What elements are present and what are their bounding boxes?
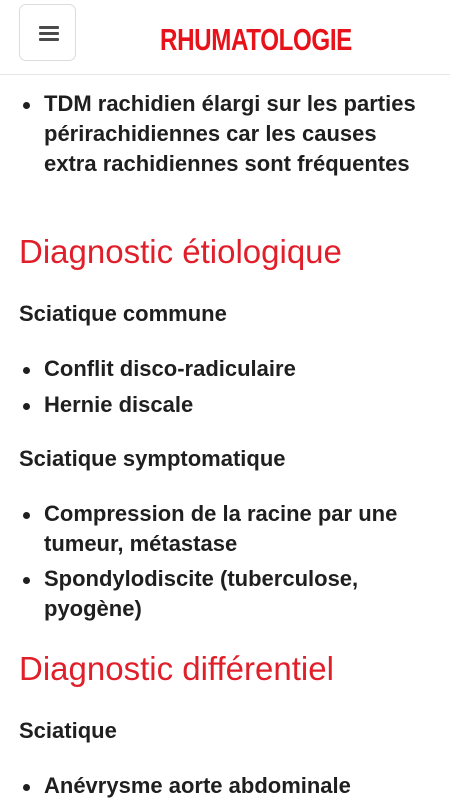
subheading-sciatique-symptomatique: Sciatique symptomatique xyxy=(19,446,286,471)
list-item: Hernie discale xyxy=(0,390,450,420)
top-app-bar xyxy=(0,0,450,75)
list-item: Anévrysme aorte abdominale xyxy=(0,771,450,801)
list-item: TDM rachidien élargi sur les parties périrachidiennes car les causes extra rachidiennes sont fréquentes xyxy=(0,89,450,179)
intro-list xyxy=(0,89,450,179)
section-heading-differentiel: Diagnostic différentiel xyxy=(19,650,334,687)
menu-button[interactable] xyxy=(19,4,76,61)
section-heading-etiologique: Diagnostic étiologique xyxy=(19,233,342,270)
list-sciatique-commune xyxy=(0,354,450,420)
hamburger-menu-icon xyxy=(39,26,59,42)
subheading-sciatique-commune: Sciatique commune xyxy=(19,301,227,326)
list-item: Compression de la racine par une tumeur, métastase xyxy=(0,499,450,559)
list-item: Conflit disco-radiculaire xyxy=(0,354,450,384)
list-sciatique-symptomatique xyxy=(0,499,450,624)
subheading-sciatique: Sciatique xyxy=(19,718,117,743)
list-item: Spondylodiscite (tuberculose, pyogène) xyxy=(0,564,450,624)
list-sciatique xyxy=(0,771,450,801)
site-logo-title[interactable]: RHUMATOLOGIE xyxy=(160,22,352,57)
